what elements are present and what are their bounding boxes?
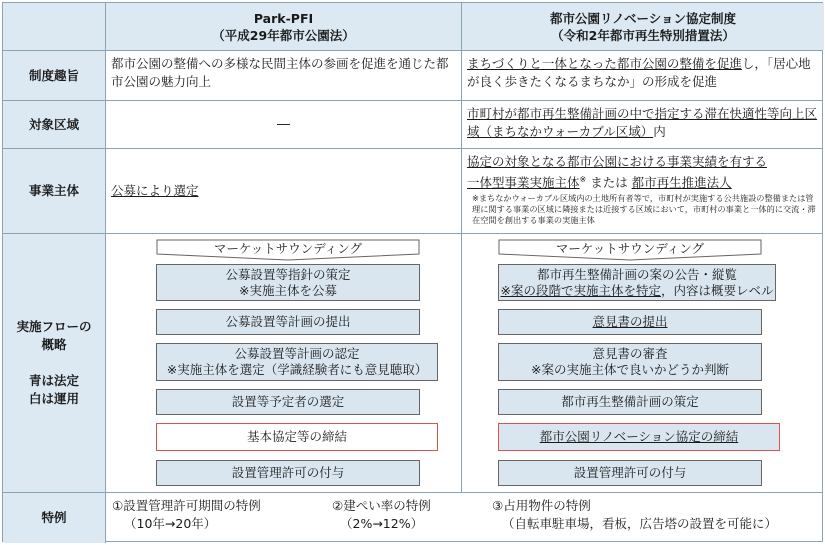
ren-step2b-rest: ，内容は概要レベル	[660, 282, 774, 298]
pfi-step-market-sounding	[156, 239, 420, 261]
special-item-1-title: ①設置管理許可期間の特例	[112, 498, 261, 513]
entity-renovation	[462, 149, 824, 233]
flow-label-4: 白は運用	[28, 391, 79, 406]
flow-label-cell	[3, 234, 106, 492]
flow-renovation	[462, 234, 824, 492]
entity-renovation-u3: 都市再生推進法人	[631, 175, 732, 191]
comparison-table	[2, 2, 823, 542]
special-item-3	[492, 497, 818, 533]
header-corner	[3, 3, 106, 50]
flow-park-pfi	[106, 234, 462, 492]
purpose-label-cell	[3, 51, 106, 100]
entity-row	[3, 149, 822, 234]
ren-step-opinion-submit	[498, 309, 762, 335]
entity-label: 事業主体	[28, 183, 79, 198]
special-label-cell	[3, 493, 106, 543]
purpose-renovation	[462, 51, 824, 100]
flow-label-2: 概略	[41, 337, 67, 352]
header-renovation-title: 都市公園リノベーション協定制度	[549, 10, 736, 26]
header-renovation-sub: （令和2年都市再生特別措置法）	[551, 27, 735, 43]
entity-renovation-note: ※まちなかウォーカブル区域内の土地所有者等で，市町村が実施する公共施設の整備または管理に関する事業の区域に隣接または近接する区域において，市町村の事業と一体的に交流・滞在空間を創出する事業の実施主体	[472, 193, 816, 226]
pfi-step-select	[156, 389, 420, 415]
header-row	[3, 3, 822, 51]
ren-step2b	[501, 283, 774, 299]
ren-step2b-underlined: ※案の段階で実施主体を特定	[500, 282, 661, 298]
ren-step-renovation-agreement	[498, 423, 780, 451]
ren-step-announce	[498, 264, 776, 301]
area-renovation-rest: 内	[653, 124, 666, 139]
special-row	[3, 493, 822, 543]
pfi-step2b-text: ※実施主体を公募	[239, 282, 337, 298]
pfi-step4b-text: ※実施主体を選定（学識経験者にも意見聴取）	[166, 362, 428, 377]
ren-step-opinion-review	[498, 343, 762, 381]
entity-renovation-u2: 一体型事業実施主体	[467, 175, 580, 191]
pfi-step4a-text: 公募設置等計画の認定	[234, 346, 360, 361]
ren-step-market-sounding	[498, 239, 762, 261]
special-label: 特例	[41, 510, 67, 525]
ren-step2a-text: 都市再生整備計画の案の公告・縦覧	[536, 266, 737, 282]
ren-step3-text: 意見書の提出	[592, 314, 668, 329]
area-renovation-underlined: 市町村が都市再生整備計画の中で指定する滞在快適性等向上区域（まちなかウォーカブル区域）	[467, 106, 818, 139]
area-renovation	[462, 101, 824, 148]
special-item-2-detail: （2%→12%）	[340, 516, 424, 531]
flow-label-1: 実施フローの	[16, 319, 92, 334]
pfi-step2a-text: 公募設置等指針の策定	[225, 266, 351, 282]
pfi-step-plan-approve	[156, 343, 438, 381]
header-park-pfi	[106, 3, 462, 50]
header-park-pfi-title: Park-PFI	[253, 10, 314, 26]
entity-renovation-sup: ※	[579, 175, 587, 184]
ren-step1-text: マーケットサウンディング	[555, 241, 705, 256]
pfi-step-guideline	[156, 264, 420, 301]
area-label-cell	[3, 101, 106, 148]
entity-renovation-u1: 協定の対象となる都市公園における事業実績を有する	[467, 154, 768, 169]
area-row	[3, 101, 822, 149]
flow-label-3: 青は法定	[28, 373, 79, 388]
pfi-step5-text: 設置等予定者の選定	[231, 394, 345, 409]
purpose-label: 制度趣旨	[28, 67, 79, 83]
entity-park-pfi-text: 公募により選定	[111, 183, 199, 198]
ren-step6-text: 都市公園リノベーション協定の締結	[539, 429, 739, 444]
pfi-step-plan-submit	[156, 309, 420, 335]
ren-step4a-text: 意見書の審査	[592, 346, 668, 361]
entity-park-pfi	[106, 149, 462, 233]
area-label: 対象区域	[28, 116, 79, 132]
purpose-row	[3, 51, 822, 101]
pfi-step-permit	[156, 460, 420, 486]
header-park-pfi-sub: （平成29年都市公園法）	[212, 27, 355, 43]
entity-renovation-mid: または	[586, 175, 632, 191]
purpose-renovation-underlined: まちづくりと一体となった都市公園の整備を促進	[467, 56, 742, 71]
pfi-step7-text: 設置管理許可の付与	[231, 465, 345, 480]
purpose-park-pfi: 都市公園の整備への多様な民間主体の参画を促進を通じた都市公園の魅力向上	[106, 51, 462, 100]
special-item-3-title: ③占用物件の特例	[492, 498, 591, 513]
ren-step-plan-finalize	[498, 389, 762, 415]
ren-step5-text: 都市再生整備計画の策定	[561, 394, 699, 409]
special-item-3-detail: （自転車駐車場，看板，広告塔の設置を可能に）	[502, 516, 778, 531]
entity-label-cell	[3, 149, 106, 233]
flow-row	[3, 234, 822, 493]
pfi-step-basic-agreement	[156, 423, 438, 451]
ren-step-permit	[498, 460, 762, 486]
pfi-step3-text: 公募設置等計画の提出	[225, 314, 351, 329]
special-item-1-detail: （10年→20年）	[124, 516, 217, 531]
special-content	[106, 493, 824, 543]
special-item-2-title: ②建ぺい率の特例	[332, 498, 431, 513]
pfi-step6-text: 基本協定等の締結	[246, 429, 347, 444]
area-park-pfi-dash: ―	[277, 117, 290, 132]
special-item-2	[332, 497, 492, 533]
ren-step4b-text: ※案の実施主体で良いかどうか判断	[531, 362, 729, 377]
header-renovation	[462, 3, 824, 50]
purpose-renovation-rest: し，「居心地が良く歩きたくなるまちなか」の形成を促進	[467, 56, 811, 89]
special-item-1	[112, 497, 332, 533]
pfi-step1-text: マーケットサウンディング	[213, 241, 363, 256]
entity-renovation-main	[462, 149, 824, 193]
ren-step7-text: 設置管理許可の付与	[573, 465, 687, 480]
area-park-pfi	[106, 101, 462, 148]
